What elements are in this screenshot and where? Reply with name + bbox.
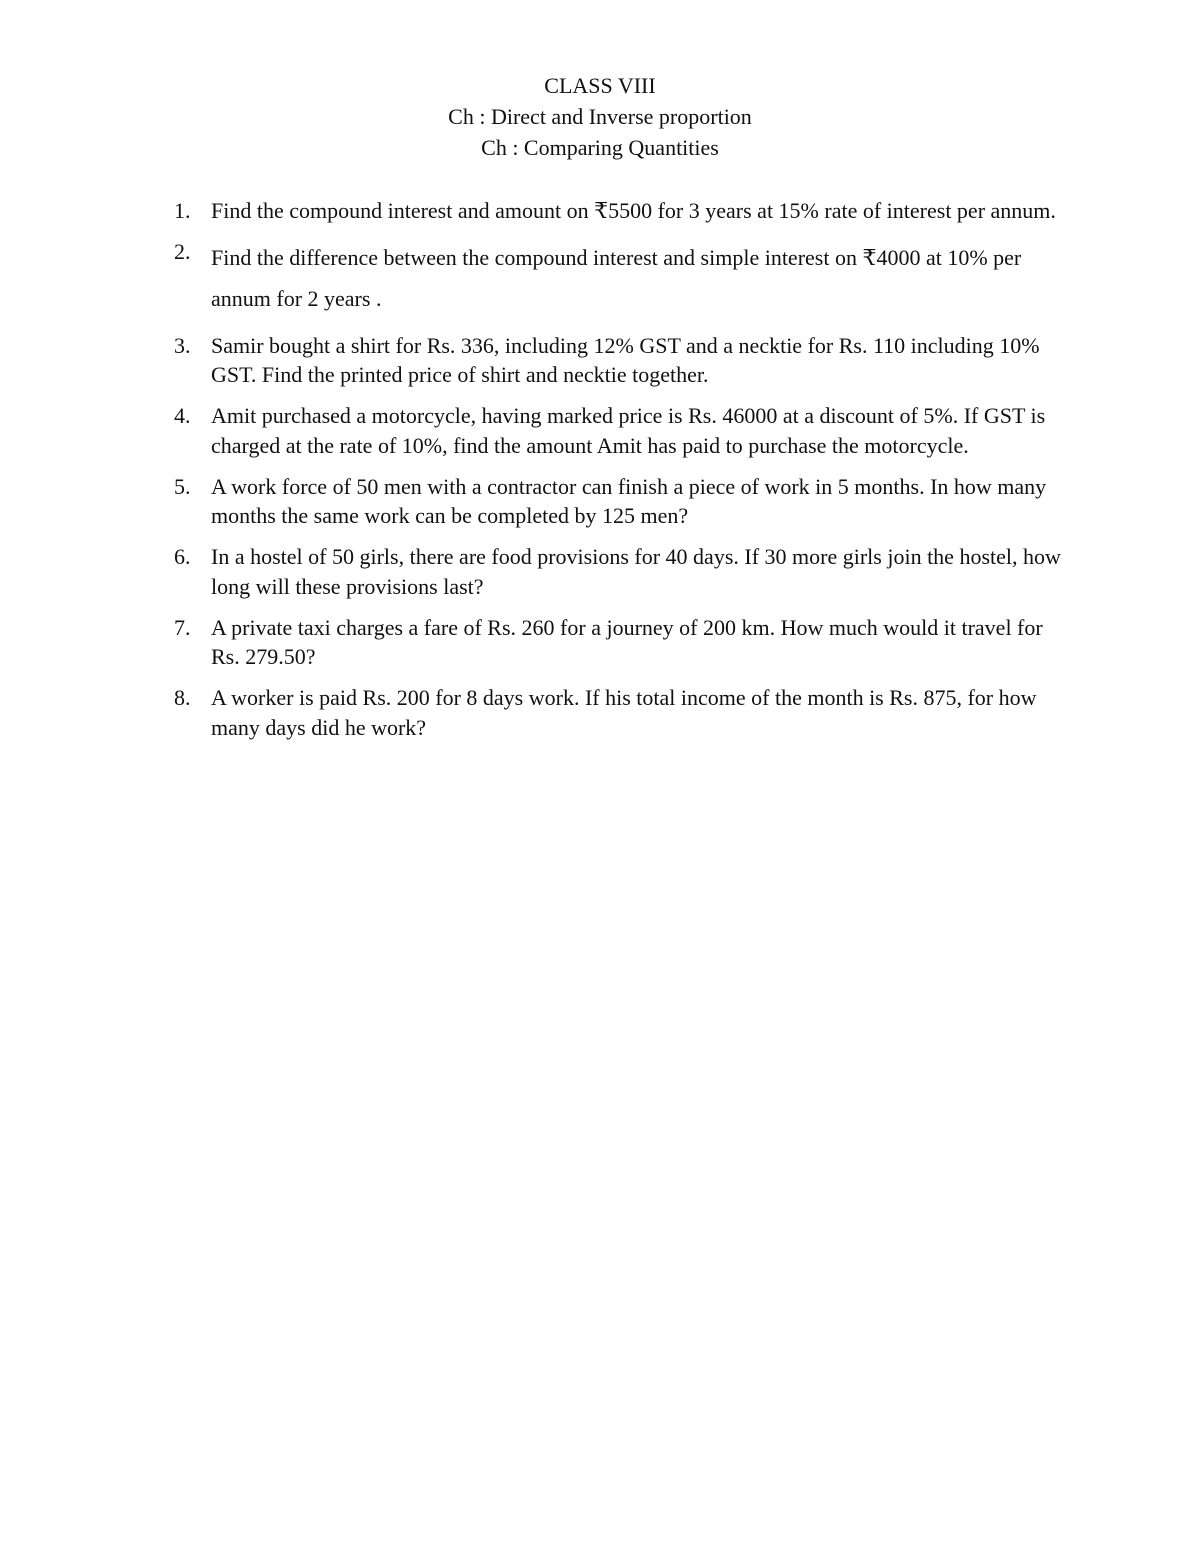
worksheet-header bbox=[0, 70, 1200, 163]
question-number: 4. bbox=[174, 403, 191, 428]
question-text: Find the compound interest and amount on ₹5500 for 3 years at 15% rate of interest per annum. bbox=[211, 198, 1056, 223]
question-text: Find the difference between the compound interest and simple interest on ₹4000 at 10% per annum for 2 years . bbox=[211, 245, 1022, 311]
class-title: CLASS VIII bbox=[544, 73, 656, 98]
question-item-8 bbox=[166, 683, 1066, 742]
question-item-4 bbox=[166, 401, 1066, 460]
question-number: 2. bbox=[174, 239, 191, 264]
question-item-2 bbox=[166, 237, 1066, 319]
question-text: In a hostel of 50 girls, there are food provisions for 40 days. If 30 more girls join the hostel, how long will these provisions last? bbox=[211, 544, 1061, 599]
question-item-5 bbox=[166, 472, 1066, 531]
question-number: 7. bbox=[174, 614, 191, 640]
question-number: 3. bbox=[174, 332, 191, 358]
question-item-7 bbox=[166, 613, 1066, 672]
question-number: 5. bbox=[174, 473, 191, 499]
question-item-1 bbox=[166, 196, 1066, 226]
question-item-3 bbox=[166, 331, 1066, 390]
question-text: A private taxi charges a fare of Rs. 260 for a journey of 200 km. How much would it travel for Rs. 279.50? bbox=[211, 614, 1043, 669]
question-number: 6. bbox=[174, 544, 191, 569]
question-list bbox=[166, 196, 1066, 754]
question-text: A work force of 50 men with a contractor can finish a piece of work in 5 months. In how many months the same work can be completed by 125 men? bbox=[211, 473, 1047, 528]
question-item-6 bbox=[166, 542, 1066, 601]
chapter-title-2: Ch : Comparing Quantities bbox=[481, 135, 719, 160]
question-text: Amit purchased a motorcycle, having marked price is Rs. 46000 at a discount of 5%. If GST is charged at the rate of 10%, find the amount Amit has paid to purchase the motorcycle. bbox=[211, 403, 1046, 458]
question-number: 8. bbox=[174, 685, 191, 710]
question-number: 1. bbox=[174, 198, 191, 223]
chapter-title-1: Ch : Direct and Inverse proportion bbox=[448, 104, 752, 129]
question-text: Samir bought a shirt for Rs. 336, including 12% GST and a necktie for Rs. 110 including 10% GST. Find the printed price of shirt and necktie together. bbox=[211, 332, 1040, 387]
question-text: A worker is paid Rs. 200 for 8 days work. If his total income of the month is Rs. 875, for how many days did he work? bbox=[211, 685, 1037, 740]
